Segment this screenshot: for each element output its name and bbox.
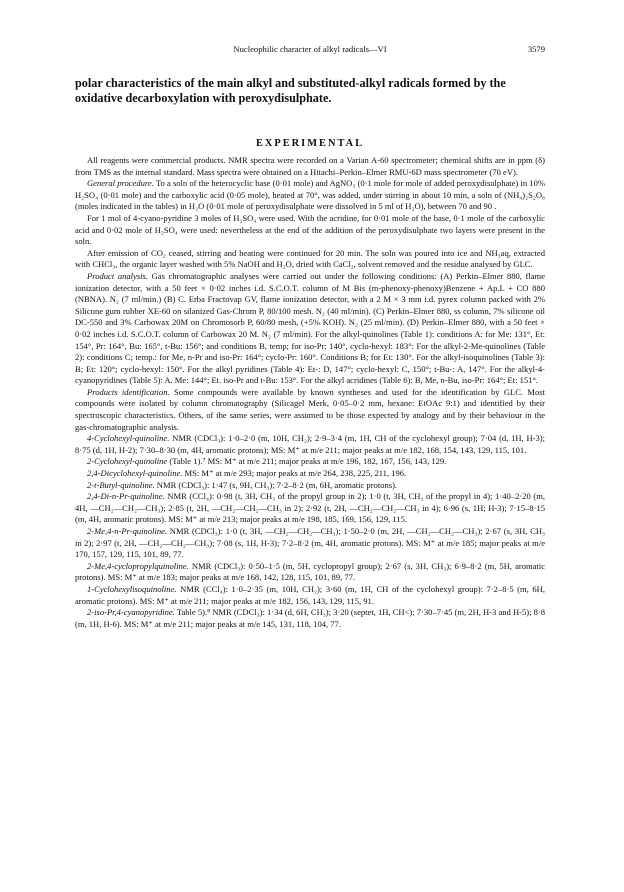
- paragraph-lead: Product analysis.: [87, 270, 148, 281]
- paragraph-lead: 2,4-Dicyclohexyl-quinoline.: [87, 468, 183, 479]
- paragraph: [75, 213, 545, 248]
- paragraph-lead: 1-Cyclohexylisoquinoline.: [87, 583, 177, 594]
- paragraph: [75, 248, 545, 271]
- paragraph-text: NMR (CDCl₃): 1·0 (t, 3H, —CH₂—CH₂—CH₃); 1·50–2·0 (m, 2H, —CH₂—CH₂—CH₃); 2·67 (s, 3H, CH₃ in 2); 2·97 (t, 2H, —CH₂—CH₂—CH₃); 7·08 (s, 1H, H-3); 7·2–8·2 (m, 4H, aromatic protons). MS: M⁺ at m/e 185; major peaks at m/e 170, 157, 129, 115, 101, 89, 77.: [75, 526, 545, 560]
- paragraph: [75, 155, 545, 178]
- paragraph-text: All reagents were commercial products. NMR spectra were recorded on a Varian A-60 spectrometer; chemical shifts are in ppm (δ) from TMS as the internal standard. Mass spectra were obtained on a Hitachi–Perkin–Elmer RMU-6D mass spectrometer (70 eV).: [75, 155, 545, 177]
- paragraph-text: To a soln of the heterocyclic base (0·01 mole) and AgNO₃ (0·1 mole for mole of added peroxydisulphate) in 10% H₂SO₄ (0·01 mole) and the carboxylic acid (0·05 mole), heated at 70°, was added, under stirring in about 10 min, a soln of (NH₄)₂S₂O₈ (moles indicated in the tables) in H₂O (0·01 mole of peroxydisulphate were dissolved in 5 ml of H₂O), between 70 and 90 .: [75, 178, 545, 212]
- paragraph: [75, 178, 545, 213]
- running-header: [75, 42, 545, 56]
- paragraph-text: (Table 1).⁷ MS: M⁺ at m/e 211; major peaks at m/e 196, 182, 167, 156, 143, 129.: [167, 456, 447, 467]
- paragraph-text: Some compounds were available by known syntheses and used for the identification by GLC. Most compounds were isolated by column chromatography (Silicagel Merk, 0·05–0·2 mm, hexane: EtOAc 9:1) and identified by their spectroscopic characteristics. Others, of the same series, were assumed to be those expected by analogy and by their behaviour in the gas-chromatographic analysis.: [75, 386, 545, 432]
- paragraph: [75, 526, 545, 561]
- paragraph-lead: 2-Me,4-n-Pr-quinoline.: [87, 526, 168, 536]
- paragraph: [75, 607, 545, 630]
- paragraph: [75, 561, 545, 584]
- paragraph-lead: General procedure.: [87, 178, 154, 189]
- paragraph-text: Gas chromatographic analyses were carried out under the following conditions: (A) Perkin–Elmer 880, flame ionization detector, with a 50 feet × 0·02 inches i.d. S.C.O.T. column of M Bis (m-phenoxy-phenoxy)Benzene + Ap.L + CO 880 (NBNA). N₂ (7 ml/min.) (B) C. Erba Fractovap GV, flame ionization detector, with a 2 M × 3 mm i.d. pyrex column packed with 2% Silicone gum rubber XE-60 on silanized Gas-Chrom P, 80/100 mesh. N₂ (40 ml/min). (C) Perkin–Elmer 880, ss column, 7% silicone oil DC-550 and 3% Carbowax 20M on Chromosorb P, 60/80 mesh, (+5% KOH). N₂ (25 ml/min). (D) Perkin–Elmer 880, with a 50 feet × 0·02 inches i.d. S.C.O.T. column of Carbowax 20 M. N₂ (7 ml/min). For the alkyl-quinolines (Table 1): conditions A: for Me: 131°, Et: 154°, Pr: 164°, Bu: 165°, t-Bu: 156°; and conditions B, temp; for iso-Pr: 140°, cyclo-hexyl: 183°: For the alkyl-2-Me-quinolines (Table 2): conditions C; temp.: for Me, n-Pr and iso-Pr: 164°; cyclo-Pr: 160°. Conditions B; for Et: 130°. For the alkyl-isoquinolines (Table 3): B; Et: 120°; cyclo-hexyl: 150°. For the alkyl pyridines (Table 4): Et-: D, 147°; cyclo-hexyl: C, 150°; t-Bu-: A, 147°. For the alkyl-4-cyanopyridines (Table 5): A. Me: 144°; Et. iso-Pr and t-Bu: 153°. For the alkyl acridines (Table 6): B, Me, n-Bu, iso-Pr: 164°; Et: 151°.: [75, 270, 545, 386]
- paragraph-text: After emission of CO₂ ceased, stirring and heating were continued for 20 min. The soln was poured into ice and NH₃aq, extracted with CHCl₃, the organic layer washed with 5% NaOH and H₂O, dried with CaCl₂, solvent removed and the residue analysed by GLC.: [75, 247, 545, 270]
- paragraph-text: MS: M⁺ at m/e 293; major peaks at m/e 264, 238, 225, 211, 196.: [182, 468, 407, 479]
- paragraph: [75, 456, 545, 468]
- paragraph: [75, 433, 545, 456]
- paragraph-lead: 2,4-Di-n-Pr-quinoline.: [87, 491, 165, 502]
- paragraph: [75, 271, 545, 387]
- paragraph-text: NMR (CDCl₃): 0·50–1·5 (m, 5H, cyclopropyl group); 2·67 (s, 3H, CH₃); 6·9–8·2 (m, 5H, aromatic protons). MS: M⁺ at m/e 183; major peaks at m/e 168, 142, 128, 115, 101, 89, 77.: [75, 560, 545, 583]
- paragraph-text: NMR (CDCl₃): 1·47 (s, 9H, CH₃); 7·2–8·2 (m, 6H, aromatic protons).: [154, 479, 398, 490]
- running-title: Nucleophilic character of alkyl radicals—VI: [233, 44, 387, 54]
- paragraph-text: NMR (CCl₄): 0·98 (t, 3H, CH₃ of the propyl group in 2); 1·0 (t, 3H, CH₃ of the propyl in 4); 1·40–2·20 (m, 4H, —CH₂—CH₂—CH₃); 2·85 (t, 2H, —CH₂—CH₂—CH₃ in 2); 2·92 (t, 2H, —CH₂—CH₂—CH₃ in 4); 6·96 (s, 1H; H-3); 7·15–8·15 (m, 4H, aromatic protons). MS: M⁺ at m/e 213; major peaks at m/e 198, 185, 169, 156, 129, 115.: [75, 491, 545, 525]
- paragraph-lead: 2-iso-Pr,4-cyanopyridine.: [87, 607, 175, 618]
- paragraph-lead: 4-Cyclohexyl-quinoline.: [87, 433, 170, 444]
- paragraph-text: Table 5).⁸ NMR (CDCl₃): 1·34 (d, 6H, CH₃); 3·20 (septet, 1H, CH<); 7·30–7·45 (m, 2H, H-3 and H-5); 8·8 (m, 1H, H-6). MS: M⁺ at m/e 211; major peaks at m/e 145, 131, 118, 104, 77.: [75, 607, 545, 629]
- paragraph: [75, 480, 545, 492]
- paragraph: [75, 387, 545, 433]
- page-number: 3579: [527, 44, 545, 54]
- paragraph-lead: 2-t-Butyl-quinoline.: [87, 479, 155, 490]
- paragraph-text: NMR (CDCl₃): 1·0–2·0 (m, 10H, CH₂); 2·9–3·4 (m, 1H, CH of the cyclohexyl group); 7·04 (d, 1H, H-3); 8·75 (d, 1H, H-2); 7·30–8·30 (m, 4H, aromatic protons); MS: M⁺ at m/e 211; major peaks at m/e 182, 168, 154, 143, 129, 115, 101.: [75, 433, 545, 455]
- intro-text: polar characteristics of the main alkyl and substituted-alkyl radicals formed by the oxidative decarboxylation with peroxydisulphate.: [75, 76, 506, 105]
- paragraph-lead: Products identification.: [87, 386, 170, 397]
- paragraph-text: NMR (CCl₄): 1·0–2·35 (m, 10H, CH₂); 3·60 (m, 1H, CH of the cyclohexyl group): 7·2–8·5 (m, 6H, aromatic protons). MS: M⁺ at m/e 211; major peaks at m/e 182, 156, 143, 129, 115, 91.: [75, 583, 545, 606]
- body-text: [75, 155, 545, 630]
- paragraph: [75, 468, 545, 480]
- paragraph-text: For 1 mol of 4-cyano-pyridine 3 moles of H₂SO₄ were used. With the acridine, for 0·01 mole of the base, 0·1 mole of the carboxylic acid and 0·02 mole of H₂SO₄ were used: nevertheless at the end of the addition of the peroxydisulphate two layers were present in the soln.: [75, 212, 545, 247]
- paragraph: [75, 491, 545, 526]
- paragraph: [75, 584, 545, 607]
- paragraph-lead: 2-Cyclohexyl-quinoline: [87, 456, 168, 467]
- paragraph-lead: 2-Me,4-cyclopropylquinoline.: [87, 560, 189, 571]
- section-heading: EXPERIMENTAL: [255, 138, 365, 149]
